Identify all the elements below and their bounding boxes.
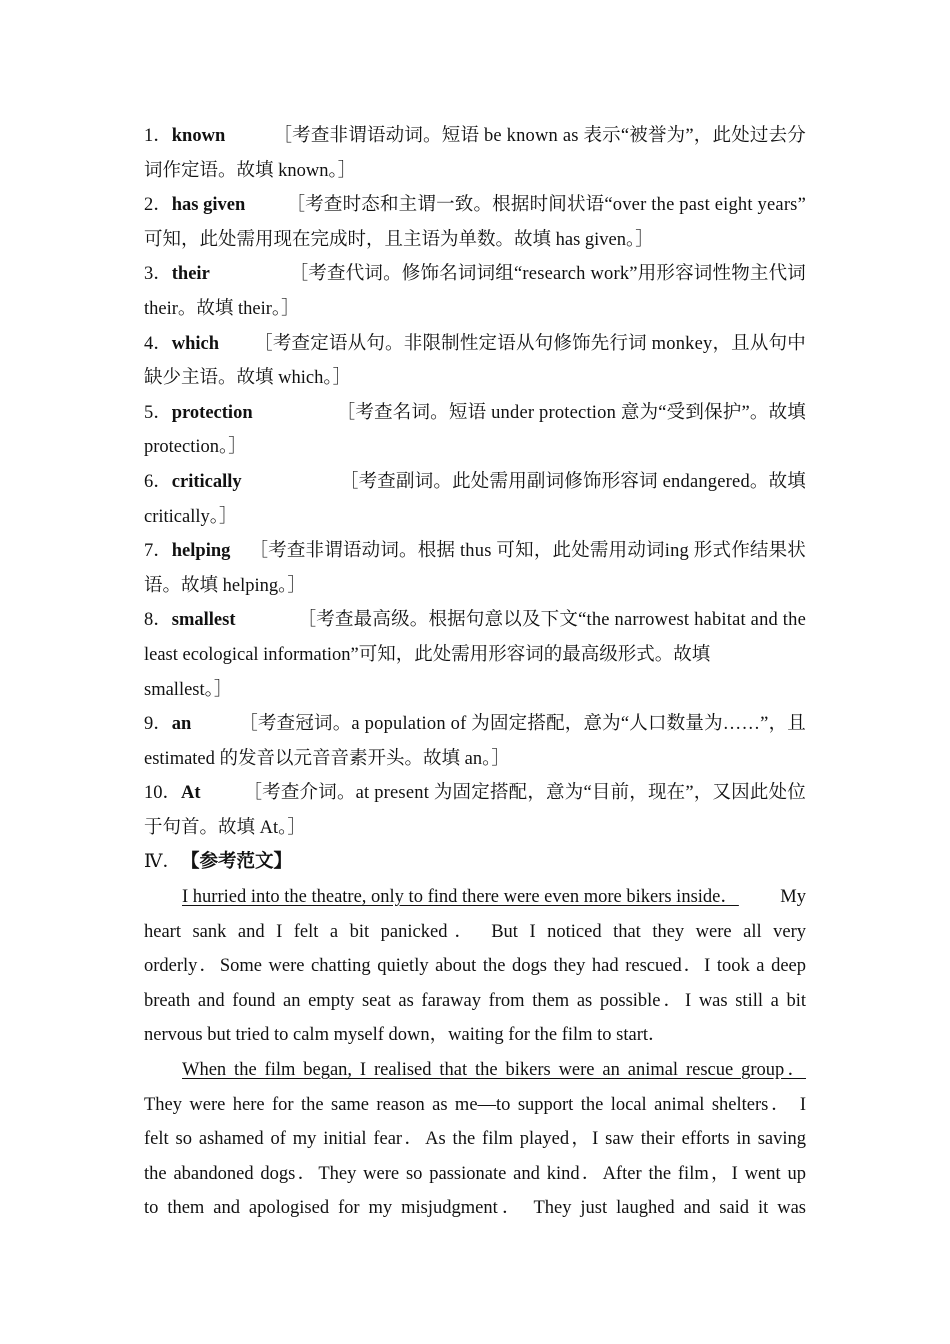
list-item [144, 534, 806, 569]
item-answer: protection [171, 402, 253, 423]
item-explanation-cont: 可知，此处需用现在完成时，且主语为单数。故填 has given。］ [144, 229, 654, 250]
section-title: 【参考范文】 [180, 852, 292, 873]
essay-text: breath and found an empty seat as faraway from them as possible．I was still a bit [144, 990, 806, 1011]
answer-key-content [144, 119, 806, 1226]
list-item [144, 257, 806, 292]
list-item [144, 465, 806, 500]
item-number: 7． [144, 541, 172, 562]
essay-line [144, 1191, 806, 1226]
item-explanation: ［考查非谓语动词。短语 be known as 表示“被誉为”，此处过去分 [273, 126, 806, 146]
list-item [144, 603, 806, 638]
item-explanation: ［考查名词。短语 under protection 意为“受到保护”。故填 [336, 402, 806, 423]
item-explanation: ［考查非谓语动词。根据 thus 可知，此处需用动词ing 形式作结果状 [249, 541, 806, 562]
list-item [144, 707, 806, 742]
item-answer: their [171, 264, 210, 285]
section-number: Ⅳ． [144, 852, 181, 873]
item-explanation: ［考查介词。at present 为固定搭配，意为“目前，现在”，又因此处位 [243, 783, 806, 804]
item-explanation-cont: 语。故填 helping。］ [144, 575, 306, 596]
item-answer: an [171, 714, 192, 735]
item-number: 6． [144, 471, 172, 492]
item-answer: smallest [171, 610, 236, 631]
underlined-given-sentence: When the film began, I realised that the bikers were an animal rescue group． [182, 1060, 806, 1081]
item-answer: which [171, 333, 220, 354]
item-answer: critically [171, 471, 242, 492]
item-number: 5． [144, 402, 172, 423]
item-explanation-cont: 缺少主语。故填 which。］ [144, 368, 352, 389]
item-answer: has given [171, 195, 246, 216]
item-explanation-cont: smallest。］ [144, 679, 233, 700]
essay-line [144, 915, 806, 950]
list-item [144, 119, 806, 154]
item-number: 3． [144, 264, 172, 285]
item-number: 4． [144, 333, 172, 354]
essay-text: to them and apologised for my misjudgment． They just laughed and said it was [144, 1198, 806, 1219]
underlined-given-sentence: I hurried into the theatre, only to find there were even more bikers inside． [182, 887, 739, 908]
item-explanation-cont: least ecological information”可知，此处需用形容词的最高级形式。故填 [144, 644, 711, 665]
essay-line [144, 1088, 806, 1123]
item-explanation-cont: 于句首。故填 At。］ [144, 817, 306, 838]
essay-text: felt so ashamed of my initial fear．As the film played，I saw their efforts in saving [144, 1129, 806, 1150]
essay-paragraph-1-first-line [144, 880, 806, 915]
item-answer: known [171, 126, 226, 146]
item-number: 9． [144, 714, 172, 735]
essay-line [144, 1122, 806, 1157]
list-item [144, 396, 806, 431]
list-item [144, 327, 806, 362]
list-item [144, 776, 806, 811]
item-explanation: ［考查最高级。根据句意以及下文“the narrowest habitat and the [297, 610, 806, 631]
item-explanation: ［考查时态和主谓一致。根据时间状语“over the past eight years” [286, 195, 806, 216]
essay-line [144, 1157, 806, 1192]
essay-text: heart sank and I felt a bit panicked． But I noticed that they were all very [144, 921, 806, 942]
item-explanation-cont: their。故填 their。］ [144, 298, 300, 319]
item-number: 2． [144, 195, 172, 216]
essay-line [144, 949, 806, 984]
item-answer: At [181, 783, 201, 804]
essay-text: They were here for the same reason as me—to support the local animal shelters． I [144, 1094, 806, 1115]
item-explanation: ［考查定语从句。非限制性定语从句修饰先行词 monkey，且从句中 [254, 333, 806, 354]
item-answer: helping [171, 541, 231, 562]
item-explanation-cont: protection。］ [144, 437, 247, 458]
item-explanation: ［考查代词。修饰名词词组“research work”用形容词性物主代词 [289, 264, 806, 285]
section-heading [144, 845, 806, 880]
item-explanation-cont: 词作定语。故填 known。］ [144, 160, 357, 181]
item-number: 8． [144, 610, 172, 631]
list-item [144, 188, 806, 223]
essay-text: orderly．Some were chatting quietly about the dogs they had rescued．I took a deep [144, 956, 806, 977]
essay-text: the abandoned dogs．They were so passionate and kind．After the film，I went up [144, 1163, 806, 1184]
essay-line: nervous but tried to calm myself down，waiting for the film to start． [144, 1025, 667, 1046]
item-explanation-cont: critically。］ [144, 506, 238, 527]
item-number: 1． [144, 126, 172, 146]
essay-text: My [780, 887, 806, 908]
item-explanation: ［考查副词。此处需用副词修饰形容词 endangered。故填 [339, 471, 806, 492]
essay-line [144, 984, 806, 1019]
item-number: 10． [144, 783, 182, 804]
essay-paragraph-2-first-line [144, 1053, 806, 1088]
item-explanation: ［考查冠词。a population of 为固定搭配，意为“人口数量为……”，且 [239, 714, 806, 735]
item-explanation-cont: estimated 的发音以元音音素开头。故填 an。］ [144, 748, 510, 769]
